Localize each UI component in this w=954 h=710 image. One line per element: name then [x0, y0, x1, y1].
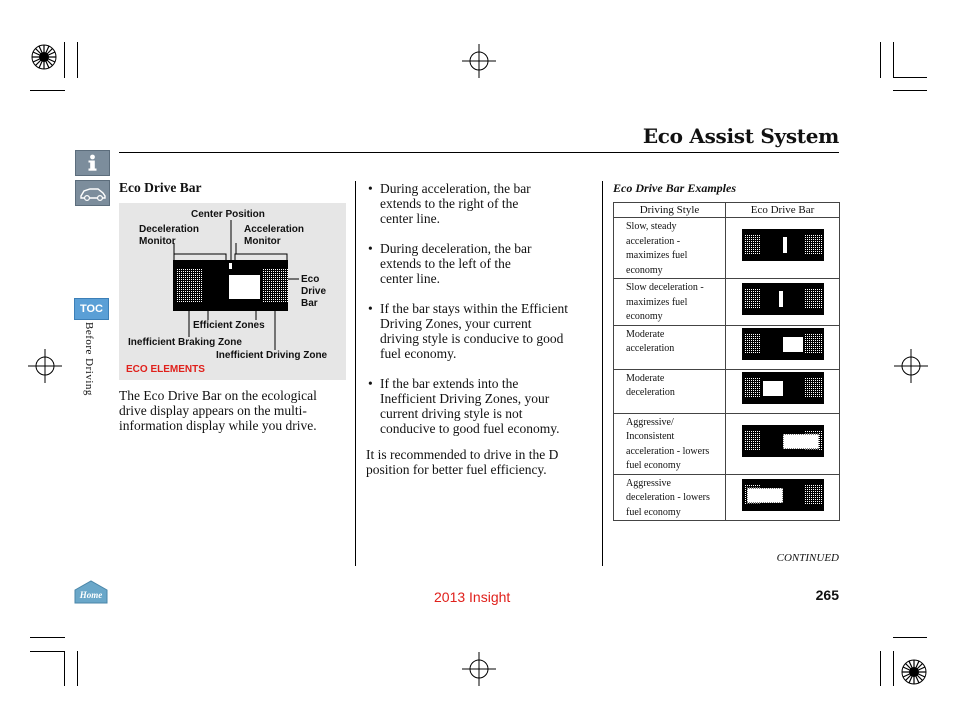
column-header: Driving Style	[614, 203, 726, 218]
eco-bar-aggr-decel-icon	[741, 477, 825, 513]
bullet-line: extends to the left of the	[380, 256, 511, 271]
deceleration-label: Deceleration	[139, 224, 200, 235]
bullet-line: extends to the right of the	[380, 196, 519, 211]
inefficient-braking-label: Inefficient Braking Zone	[128, 337, 242, 348]
eco-bar-label-3: Bar	[301, 298, 318, 309]
column-header: Eco Drive Bar	[726, 203, 840, 218]
driving-style-line: economy	[626, 264, 663, 276]
bullet-line: center line.	[380, 271, 440, 286]
driving-style-line: fuel economy	[626, 506, 681, 518]
driving-style-line: maximizes fuel	[626, 250, 688, 261]
car-icon	[76, 181, 109, 205]
bullet-line: conducive to good fuel economy.	[380, 421, 560, 436]
driving-style-cell	[614, 279, 726, 326]
paragraph-line: position for better fuel efficiency.	[366, 462, 547, 477]
continued-label: CONTINUED	[776, 552, 839, 564]
eco-bar-graphic	[119, 203, 346, 380]
driving-style-line: Moderate	[626, 372, 665, 384]
driving-style-line: economy	[626, 311, 663, 322]
driving-style-line: acceleration -	[626, 235, 681, 247]
table-header-row	[614, 203, 840, 218]
driving-style-line: Aggressive	[626, 477, 671, 489]
table-row	[614, 474, 840, 521]
acceleration-label-2: Monitor	[244, 236, 281, 247]
closing-paragraph	[366, 447, 558, 477]
table-row	[614, 369, 840, 413]
bullet-line: • If the bar stays within the Efficient	[380, 301, 568, 316]
bullet-line: fuel economy.	[380, 346, 457, 361]
paragraph-line: The Eco Drive Bar on the ecological	[119, 388, 317, 403]
eco-bar-slow-decel-icon	[741, 281, 825, 317]
center-position-label: Center Position	[191, 209, 265, 220]
home-label: Home	[79, 590, 103, 600]
column-divider	[602, 181, 603, 566]
driving-style-line: acceleration	[626, 343, 675, 354]
bullet-item	[366, 181, 598, 226]
model-label: 2013 Insight	[434, 589, 511, 605]
eco-bar-cell	[726, 218, 840, 279]
crosshair-icon	[28, 349, 62, 383]
column-divider	[355, 181, 356, 566]
table-row	[614, 279, 840, 326]
driving-style-line: Aggressive/	[626, 416, 674, 428]
bullet-item	[366, 301, 598, 361]
home-button[interactable]	[74, 580, 108, 604]
registration-star-icon	[30, 43, 60, 73]
table-row	[614, 218, 840, 279]
eco-bar-cell	[726, 474, 840, 521]
eco-bar-cell	[726, 279, 840, 326]
inefficient-driving-label: Inefficient Driving Zone	[216, 350, 328, 361]
bullet-line: • During deceleration, the bar	[380, 241, 532, 256]
acceleration-label: Acceleration	[244, 224, 305, 235]
toc-button[interactable]: TOC	[74, 298, 109, 320]
table-row	[614, 325, 840, 369]
bullet-line: • If the bar extends into the	[380, 376, 519, 391]
eco-bar-cell	[726, 325, 840, 369]
bullet-line: center line.	[380, 211, 440, 226]
driving-style-line: Inconsistent	[626, 431, 675, 442]
eco-elements-diagram	[119, 203, 346, 380]
driving-style-line: deceleration	[626, 387, 675, 398]
intro-paragraph	[119, 388, 317, 433]
paragraph-line: information display while you drive.	[119, 418, 317, 433]
driving-style-cell	[614, 413, 726, 474]
eco-bar-cell	[726, 369, 840, 413]
driving-style-cell	[614, 218, 726, 279]
bullet-line: Inefficient Driving Zones, your	[380, 391, 550, 406]
crosshair-icon	[462, 652, 496, 686]
driving-style-line: Slow deceleration -	[626, 282, 704, 293]
driving-style-line: maximizes fuel	[626, 296, 688, 308]
examples-table	[613, 202, 840, 521]
driving-style-line: Moderate	[626, 328, 665, 340]
bullet-line: • During acceleration, the bar	[380, 181, 531, 196]
bullet-list	[366, 181, 598, 451]
paragraph-line: It is recommended to drive in the D	[366, 447, 559, 462]
bullet-item	[366, 376, 598, 436]
paragraph-line: drive display appears on the multi-	[119, 403, 307, 418]
eco-bar-cell	[726, 413, 840, 474]
eco-bar-label-2: Drive	[301, 286, 327, 297]
table-row	[614, 413, 840, 474]
info-icon	[76, 151, 109, 175]
eco-bar-aggr-accel-icon	[741, 423, 825, 459]
crosshair-icon	[894, 349, 928, 383]
driving-style-cell	[614, 369, 726, 413]
examples-title: Eco Drive Bar Examples	[613, 181, 736, 195]
eco-bar-mod-accel-icon	[741, 326, 825, 362]
eco-bar-slow-accel-icon	[741, 227, 825, 263]
car-button[interactable]	[75, 180, 110, 206]
bullet-line: Driving Zones, your current	[380, 316, 532, 331]
title-rule	[119, 152, 839, 153]
eco-bar-label: Eco	[301, 274, 320, 285]
section-label: Before Driving	[83, 322, 95, 396]
registration-star-icon	[900, 658, 930, 688]
section-heading: Eco Drive Bar	[119, 180, 202, 195]
bullet-line: driving style is conducive to good	[380, 331, 564, 346]
driving-style-line: Slow, steady	[626, 221, 677, 232]
bullet-item	[366, 241, 598, 286]
eco-bar-mod-decel-icon	[741, 370, 825, 406]
driving-style-line: acceleration - lowers	[626, 445, 710, 457]
driving-style-line: fuel economy	[626, 460, 681, 471]
info-button[interactable]	[75, 150, 110, 176]
home-icon	[74, 580, 108, 604]
diagram-caption: ECO ELEMENTS	[126, 364, 205, 375]
crosshair-icon	[462, 44, 496, 78]
driving-style-cell	[614, 325, 726, 369]
driving-style-cell	[614, 474, 726, 521]
efficient-zones-label: Efficient Zones	[193, 320, 265, 331]
page-title: Eco Assist System	[642, 124, 839, 148]
driving-style-line: deceleration - lowers	[626, 492, 710, 503]
deceleration-label-2: Monitor	[139, 236, 176, 247]
bullet-line: current driving style is not	[380, 406, 523, 421]
page-number: 265	[815, 587, 839, 603]
